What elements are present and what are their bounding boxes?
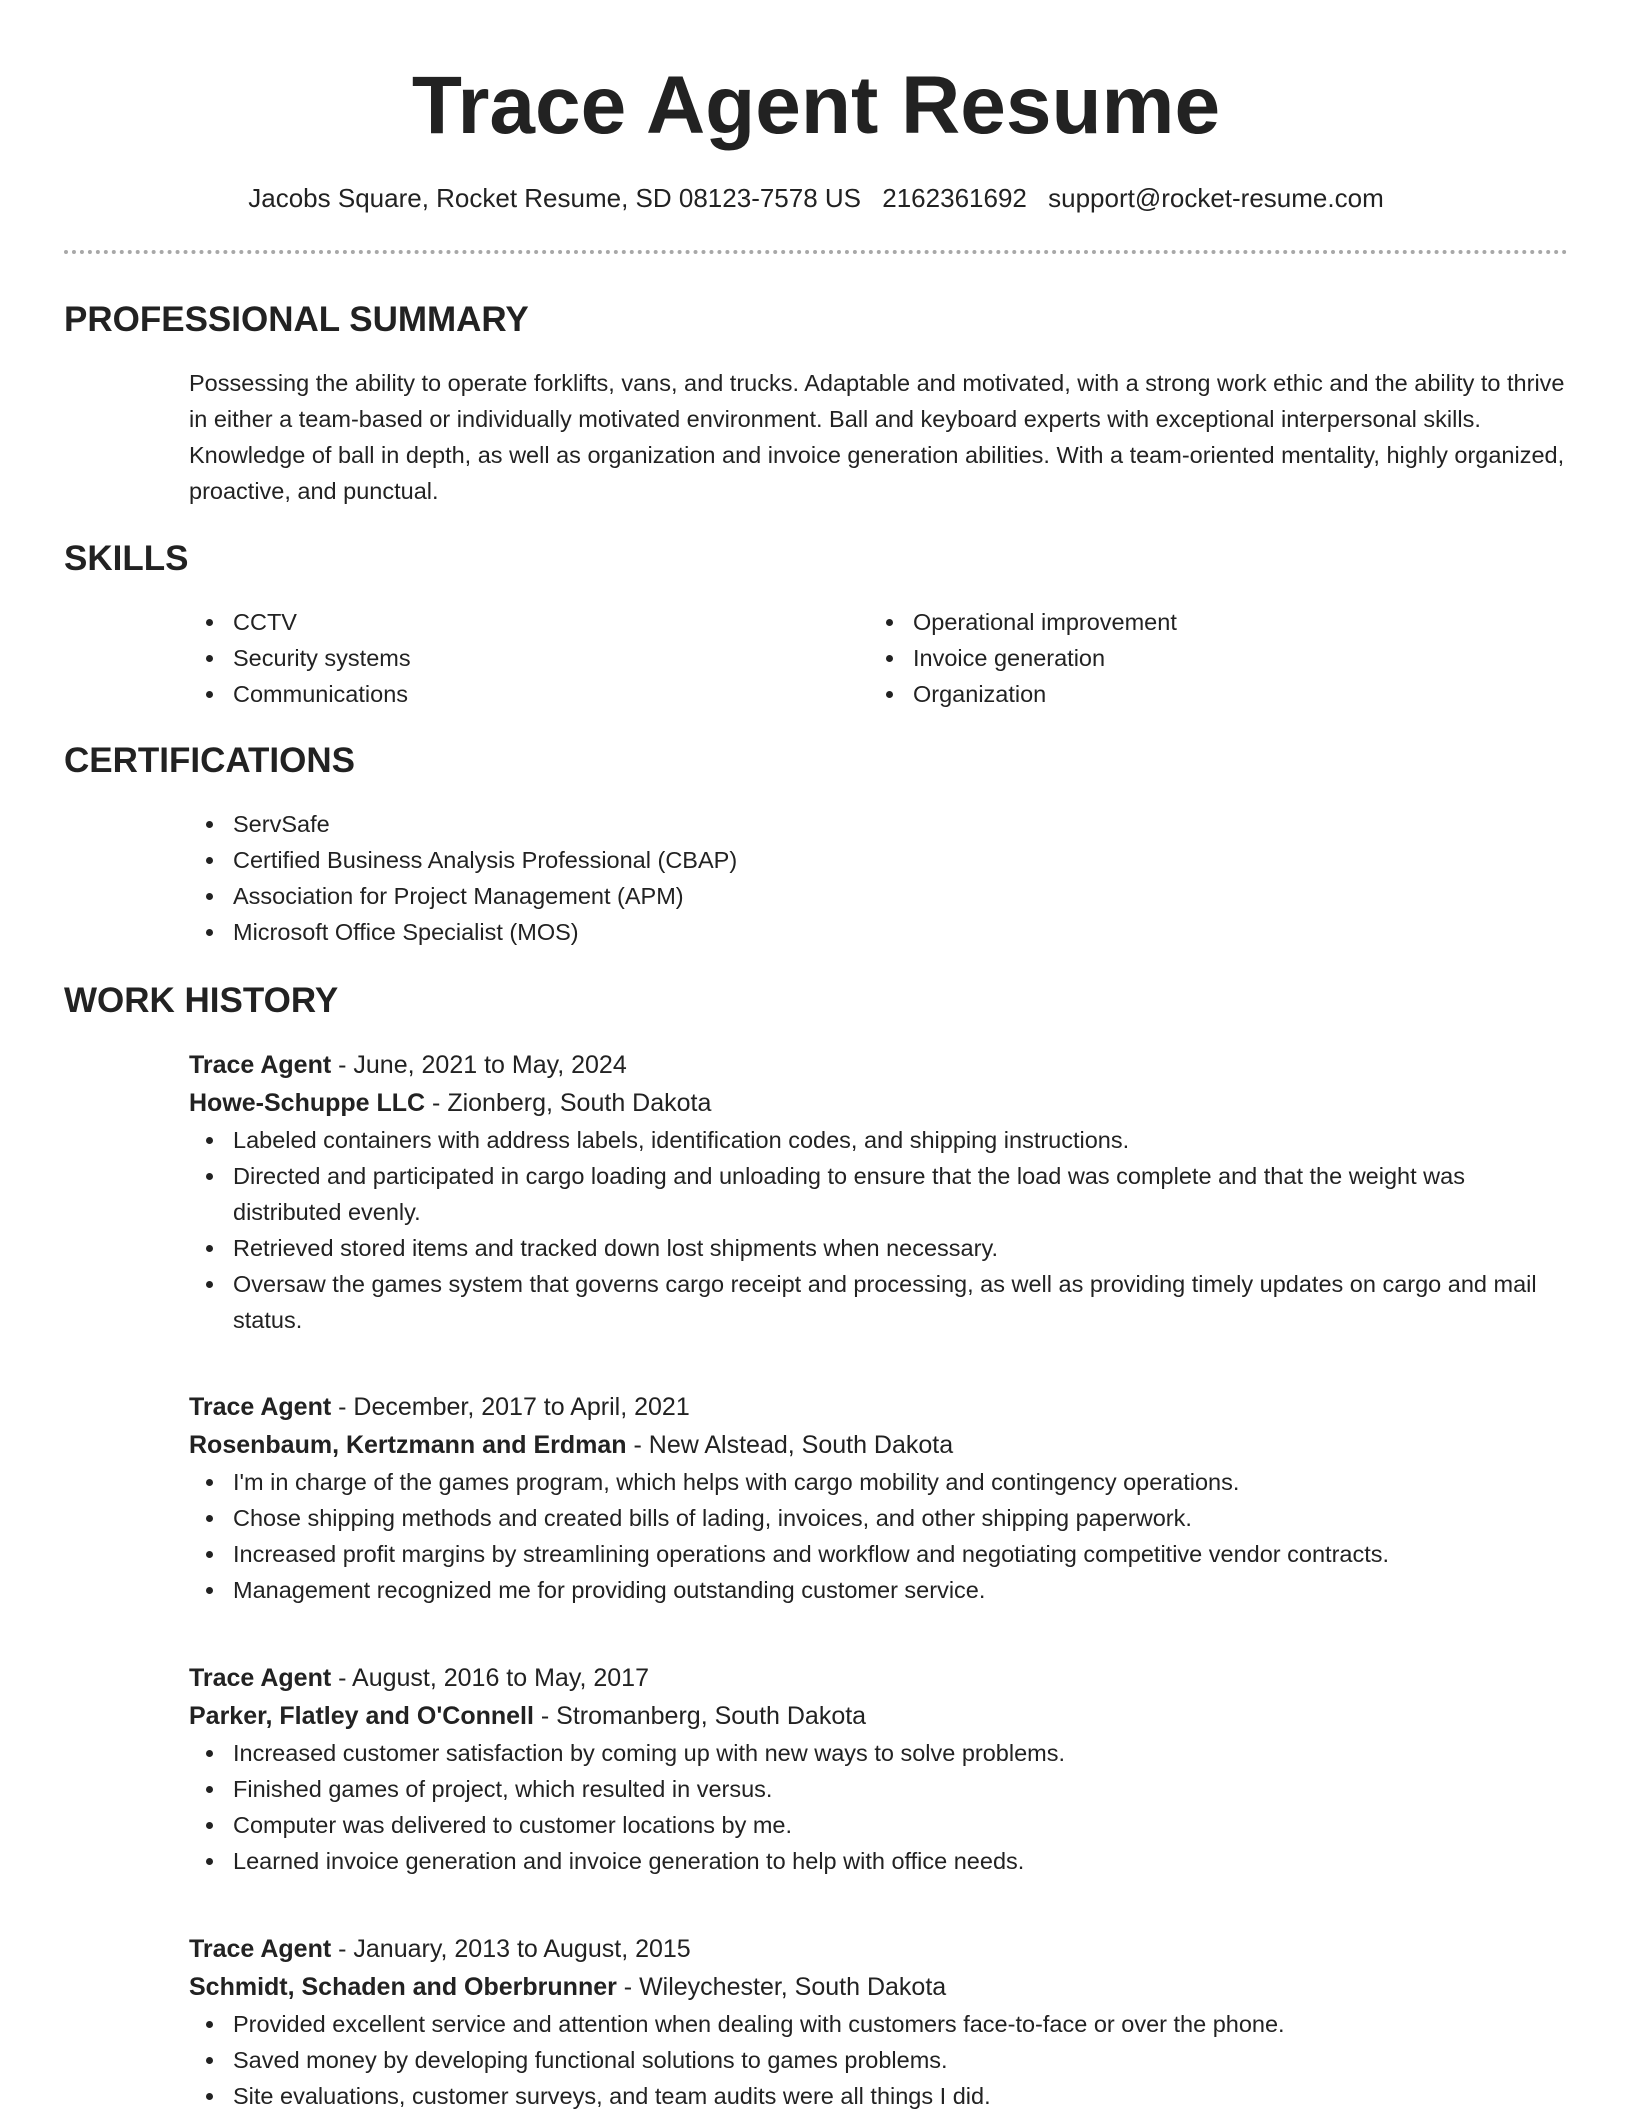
job-bullets	[189, 2006, 1569, 2114]
job-bullet: Increased customer satisfaction by coming up with new ways to solve problems.	[189, 1735, 1569, 1771]
job-entry	[189, 1388, 1569, 1608]
job-location: - Stromanberg, South Dakota	[533, 1702, 867, 1730]
certifications-section	[189, 806, 1569, 950]
contact-line	[0, 182, 1632, 214]
job-bullet: Provided excellent service and attention when dealing with customers face-to-face or over the phone.	[189, 2006, 1569, 2042]
job-title-line	[189, 1388, 1569, 1426]
header-divider	[64, 250, 1568, 254]
summary-text: Possessing the ability to operate forklifts, vans, and trucks. Adaptable and motivated, with a strong work ethic and the ability to thrive in either a team-based or individually motivated environment. Ball and keyboard experts with exceptional interpersonal skills. Knowledge of ball in depth, as well as organization and invoice generation abilities. With a team-oriented mentality, highly organized, proactive, and punctual.	[189, 370, 1565, 504]
skill-item: Invoice generation	[869, 640, 1509, 676]
certification-item: ServSafe	[189, 806, 1569, 842]
job-dates: - January, 2013 to August, 2015	[331, 1935, 691, 1963]
job-location: - Zionberg, South Dakota	[425, 1089, 712, 1117]
job-location: - New Alstead, South Dakota	[626, 1431, 954, 1459]
job-company: Rosenbaum, Kertzmann and Erdman	[189, 1431, 627, 1459]
job-bullets	[189, 1735, 1569, 1879]
job-title-line	[189, 1659, 1569, 1697]
job-company: Parker, Flatley and O'Connell	[189, 1702, 534, 1730]
job-bullets	[189, 1122, 1569, 1338]
job-dates: - August, 2016 to May, 2017	[331, 1664, 649, 1692]
summary-heading: PROFESSIONAL SUMMARY	[64, 300, 529, 339]
certification-item: Certified Business Analysis Professional (CBAP)	[189, 842, 1569, 878]
job-title: Trace Agent	[189, 1393, 332, 1421]
job-dates: - December, 2017 to April, 2021	[331, 1393, 690, 1421]
job-bullet: Management recognized me for providing outstanding customer service.	[189, 1572, 1569, 1608]
certification-item: Microsoft Office Specialist (MOS)	[189, 914, 1569, 950]
job-bullet: Retrieved stored items and tracked down lost shipments when necessary.	[189, 1230, 1569, 1266]
job-bullet: Finished games of project, which resulted in versus.	[189, 1771, 1569, 1807]
job-bullet: I'm in charge of the games program, which helps with cargo mobility and contingency operations.	[189, 1464, 1569, 1500]
skill-item: Security systems	[189, 640, 829, 676]
job-bullet: Learned invoice generation and invoice generation to help with office needs.	[189, 1843, 1569, 1879]
job-company-line	[189, 1084, 1569, 1122]
skills-section	[189, 604, 1569, 714]
job-title: Trace Agent	[189, 1051, 332, 1079]
certification-item: Association for Project Management (APM)	[189, 878, 1569, 914]
job-bullet: Increased profit margins by streamlining operations and workflow and negotiating competitive vendor contracts.	[189, 1536, 1569, 1572]
job-company-line	[189, 1968, 1569, 2006]
skills-list-right	[869, 604, 1509, 712]
skill-item: Communications	[189, 676, 829, 712]
work-history-heading: WORK HISTORY	[64, 981, 339, 1020]
skill-item: Organization	[869, 676, 1509, 712]
skill-item: Operational improvement	[869, 604, 1509, 640]
resume-title: Trace Agent Resume	[411, 60, 1221, 151]
job-entry	[189, 1659, 1569, 1879]
contact-phone: 2162361692	[882, 183, 1027, 213]
job-company-line	[189, 1426, 1569, 1464]
job-entry	[189, 1046, 1569, 1338]
job-title-line	[189, 1930, 1569, 1968]
skills-heading: SKILLS	[64, 539, 189, 578]
job-bullet: Labeled containers with address labels, identification codes, and shipping instructions.	[189, 1122, 1569, 1158]
job-bullet: Site evaluations, customer surveys, and team audits were all things I did.	[189, 2078, 1569, 2114]
job-bullet: Computer was delivered to customer locations by me.	[189, 1807, 1569, 1843]
certifications-list	[189, 806, 1569, 950]
job-bullets	[189, 1464, 1569, 1608]
job-bullet: Oversaw the games system that governs cargo receipt and processing, as well as providing timely updates on cargo and mail status.	[189, 1266, 1569, 1338]
skills-list-left	[189, 604, 829, 712]
job-entry	[189, 1930, 1569, 2114]
job-company-line	[189, 1697, 1569, 1735]
job-bullet: Directed and participated in cargo loading and unloading to ensure that the load was complete and that the weight was distributed evenly.	[189, 1158, 1569, 1230]
job-title: Trace Agent	[189, 1664, 332, 1692]
job-bullet: Chose shipping methods and created bills of lading, invoices, and other shipping paperwork.	[189, 1500, 1569, 1536]
job-company: Schmidt, Schaden and Oberbrunner	[189, 1973, 617, 2001]
certifications-heading: CERTIFICATIONS	[64, 741, 356, 780]
contact-address: Jacobs Square, Rocket Resume, SD 08123-7578 US	[248, 183, 862, 213]
contact-email: support@rocket-resume.com	[1048, 183, 1384, 213]
job-title: Trace Agent	[189, 1935, 332, 1963]
job-location: - Wileychester, South Dakota	[616, 1973, 947, 2001]
job-title-line	[189, 1046, 1569, 1084]
job-dates: - June, 2021 to May, 2024	[331, 1051, 627, 1079]
job-bullet: Saved money by developing functional solutions to games problems.	[189, 2042, 1569, 2078]
job-company: Howe-Schuppe LLC	[189, 1089, 426, 1117]
summary-section	[189, 365, 1574, 509]
skill-item: CCTV	[189, 604, 829, 640]
